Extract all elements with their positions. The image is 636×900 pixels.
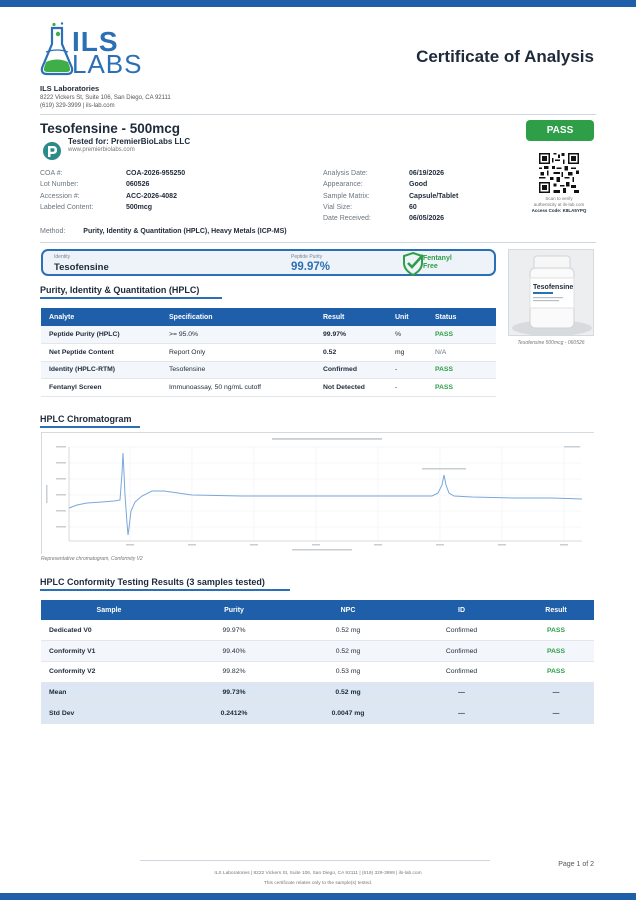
column-header: Status — [427, 308, 496, 326]
meta-right — [323, 168, 458, 224]
meta-value: Good — [409, 181, 428, 189]
section-underline — [40, 589, 290, 591]
divider — [40, 114, 596, 115]
conformity-results-table — [41, 600, 594, 724]
cell-purity: 0.2412% — [177, 703, 291, 724]
cell-npc: 0.52 mg — [291, 641, 405, 662]
lab-address: 8222 Vickers St, Suite 106, San Diego, CA 92111 — [40, 95, 171, 101]
table-row-mean — [41, 682, 594, 703]
column-header: Sample — [41, 600, 177, 620]
bottle-label-text: Tesofensine — [533, 284, 574, 291]
cell-npc: 0.53 mg — [291, 662, 405, 683]
meta-key: Appearance: — [323, 181, 363, 189]
divider — [40, 242, 596, 243]
cell-result: Not Detected — [315, 379, 387, 397]
cell-sample: Std Dev — [41, 703, 177, 724]
cell-npc: 0.52 mg — [291, 620, 405, 641]
meta-key: Analysis Date: — [323, 170, 368, 177]
header — [40, 22, 596, 80]
column-header: Result — [315, 308, 387, 326]
tested-for: Tested for: PremierBioLabs LLC — [68, 137, 191, 146]
hplc-chromatogram — [41, 432, 594, 554]
page-number: Page 1 of 2 — [558, 861, 594, 868]
qr-line1: Scan to verify — [545, 196, 573, 201]
cell-analyte: Peptide Purity (HPLC) — [41, 326, 161, 344]
purity-label: Peptide Purity — [291, 254, 323, 260]
cell-unit: % — [387, 326, 427, 344]
cell-result: 0.52 — [315, 344, 387, 362]
cell-id: — — [405, 682, 518, 703]
meta-left — [40, 168, 185, 213]
method-key: Method: — [40, 228, 66, 235]
meta-key: Lot Number: — [40, 181, 79, 189]
lab-name: ILS Laboratories — [40, 84, 100, 93]
table-row — [41, 662, 594, 683]
meta-value: Capsule/Tablet — [409, 192, 459, 200]
column-header: Specification — [161, 308, 315, 326]
cell-analyte: Net Peptide Content — [41, 344, 161, 362]
cell-id: — — [405, 703, 518, 724]
cell-unit: mg — [387, 344, 427, 362]
meta-value: 06/05/2026 — [409, 215, 445, 223]
footer-address: ILS Laboratories | 8222 Vickers St, Suite 106, San Diego, CA 92111 | (619) 329-3999 | ils-lab.com — [214, 871, 422, 876]
column-header: Purity — [177, 600, 291, 620]
chromatogram-caption: Representative chromatogram, Conformity V2 — [41, 556, 143, 562]
cell-purity: 99.40% — [177, 641, 291, 662]
access-code: Access Code: K8LA5YPQ — [531, 208, 587, 213]
table-row — [41, 326, 496, 344]
table-row — [41, 620, 594, 641]
qr-verify-text — [518, 196, 600, 214]
meta-key: Accession #: — [40, 192, 80, 200]
footer-divider — [140, 860, 490, 861]
cell-sample: Conformity V2 — [41, 662, 177, 683]
footer-disclaimer: This certificate relates only to the sample(s) tested. — [263, 881, 373, 886]
cell-id: Confirmed — [405, 641, 518, 662]
lab-info — [40, 84, 171, 110]
meta-key: Labeled Content: — [40, 203, 94, 211]
photo-caption: Tesofensine 500mcg - 060526 — [517, 340, 585, 346]
column-header: ID — [405, 600, 518, 620]
cell-specification: Report Only — [161, 344, 315, 362]
meta-value: 060526 — [126, 181, 150, 189]
table-row-stddev — [41, 703, 594, 724]
section-title-conformity: HPLC Conformity Testing Results (3 samples tested) — [40, 577, 265, 587]
cell-npc: 0.0047 mg — [291, 703, 405, 724]
section-underline — [40, 426, 140, 428]
cell-specification: Tesofensine — [161, 361, 315, 379]
cell-status: PASS — [427, 361, 496, 379]
cell-status: PASS — [427, 379, 496, 397]
ils-labs-logo — [40, 22, 150, 78]
cell-npc: 0.52 mg — [291, 682, 405, 703]
cell-sample: Conformity V1 — [41, 641, 177, 662]
table-row — [41, 641, 594, 662]
cell-purity: 99.97% — [177, 620, 291, 641]
client-logo-icon — [42, 141, 62, 161]
cell-purity: 99.82% — [177, 662, 291, 683]
cell-id: Confirmed — [405, 662, 518, 683]
section-underline — [40, 297, 222, 299]
meta-value: ACC-2026-4082 — [126, 192, 177, 200]
table-row — [41, 379, 496, 397]
cell-result: 99.97% — [315, 326, 387, 344]
cell-id: Confirmed — [405, 620, 518, 641]
product-title: Tesofensine - 500mcg — [40, 121, 181, 136]
purity-value: 99.97% — [291, 261, 331, 273]
chromatogram-plot — [42, 433, 595, 555]
shield-check-icon — [401, 252, 425, 276]
fentanyl-line1: Fentanyl — [423, 255, 452, 262]
meta-key: Date Received: — [323, 215, 371, 223]
column-header: NPC — [291, 600, 405, 620]
identity-value: Tesofensine — [54, 262, 109, 273]
table-header-row — [41, 600, 594, 620]
top-accent-bar — [0, 0, 636, 7]
cell-sample: Dedicated V0 — [41, 620, 177, 641]
cell-specification: Immunoassay, 50 ng/mL cutoff — [161, 379, 315, 397]
bottom-accent-bar — [0, 893, 636, 900]
meta-key: Sample Matrix: — [323, 192, 370, 200]
cell-result: PASS — [518, 641, 594, 662]
lab-contact: (619) 329-3999 | ils-lab.com — [40, 103, 115, 109]
cell-analyte: Fentanyl Screen — [41, 379, 161, 397]
cell-unit: - — [387, 361, 427, 379]
meta-value: 500mcg — [126, 203, 153, 211]
purity-results-table — [41, 308, 496, 397]
cell-sample: Mean — [41, 682, 177, 703]
client-url[interactable]: www.premierbiolabs.com — [68, 147, 135, 153]
meta-value: 06/19/2026 — [409, 170, 445, 177]
cell-status: PASS — [427, 326, 496, 344]
logo-labs-text: LABS — [72, 49, 143, 79]
cell-unit: - — [387, 379, 427, 397]
method-row — [40, 228, 287, 235]
cell-specification: >= 95.0% — [161, 326, 315, 344]
meta-key: Vial Size: — [323, 203, 353, 211]
cell-result: PASS — [518, 662, 594, 683]
identity-label: Identity — [54, 254, 71, 260]
meta-value: 60 — [409, 203, 417, 211]
section-title-chromatogram: HPLC Chromatogram — [40, 414, 132, 424]
table-header-row — [41, 308, 496, 326]
fentanyl-line2: Free — [423, 263, 438, 270]
cell-status: N/A — [427, 344, 496, 362]
product-photo — [508, 249, 594, 336]
table-row — [41, 361, 496, 379]
cell-result: Confirmed — [315, 361, 387, 379]
cell-result: — — [518, 682, 594, 703]
meta-value: COA-2026-955250 — [126, 170, 186, 177]
cell-result: — — [518, 703, 594, 724]
qr-code-icon[interactable] — [539, 153, 579, 193]
document-title: Certificate of Analysis — [416, 47, 594, 66]
cell-analyte: Identity (HPLC-RTM) — [41, 361, 161, 379]
column-header: Result — [518, 600, 594, 620]
section-title-purity: Purity, Identity & Quantitation (HPLC) — [40, 285, 200, 295]
cell-result: PASS — [518, 620, 594, 641]
overall-pass-badge: PASS — [526, 120, 594, 141]
table-row — [41, 344, 496, 362]
cell-purity: 99.73% — [177, 682, 291, 703]
column-header: Unit — [387, 308, 427, 326]
product-bottle-image — [509, 250, 594, 336]
summary-box — [41, 249, 496, 276]
flask-icon — [40, 22, 74, 78]
logo-ils-text: ILS — [72, 26, 119, 57]
method-value: Purity, Identity & Quantitation (HPLC), Heavy Metals (ICP-MS) — [83, 228, 287, 235]
column-header: Analyte — [41, 308, 161, 326]
meta-key: COA #: — [40, 170, 63, 177]
qr-line2: authenticity at ils-lab.com — [533, 202, 585, 207]
fentanyl-free-badge — [401, 252, 491, 276]
